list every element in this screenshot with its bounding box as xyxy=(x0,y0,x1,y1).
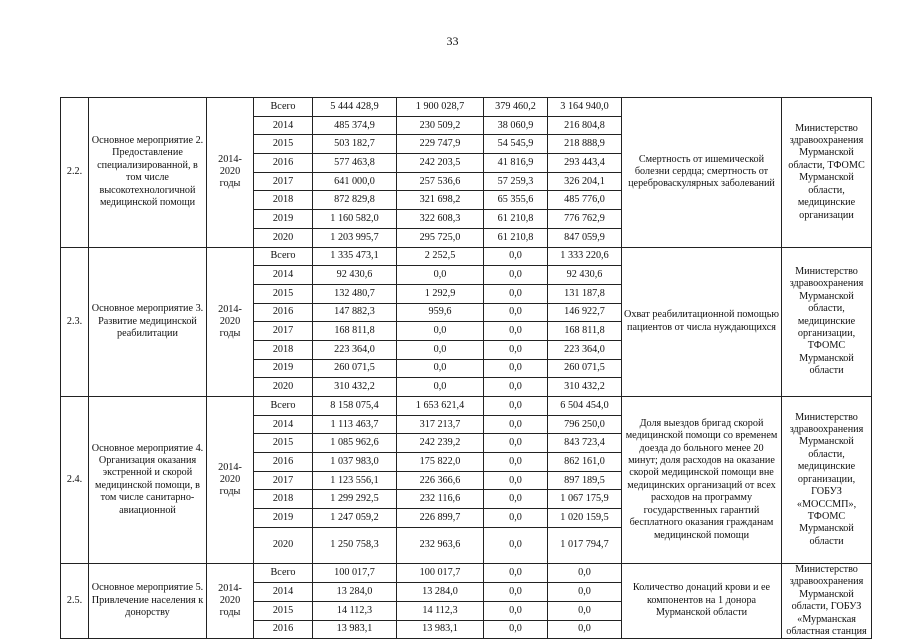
responsible-executor: Министерство здравоохранения Мурманской области, ГОБУЗ «Мурманская областная станция xyxy=(782,563,872,639)
row-year-cell: Всего xyxy=(254,98,313,117)
total-cell: 1 299 292,5 xyxy=(313,490,397,509)
regional-budget-cell: 229 747,9 xyxy=(397,135,484,154)
regional-budget-cell: 257 536,6 xyxy=(397,172,484,191)
table-row xyxy=(61,563,872,582)
regional-budget-cell: 226 899,7 xyxy=(397,509,484,528)
period: 2014-2020 годы xyxy=(207,397,254,564)
federal-budget-cell: 0,0 xyxy=(484,340,548,359)
federal-budget-cell: 0,0 xyxy=(484,378,548,397)
row-year-cell: 2018 xyxy=(254,490,313,509)
regional-budget-cell: 242 203,5 xyxy=(397,154,484,173)
tfoms-cell: 131 187,8 xyxy=(548,284,622,303)
total-cell: 223 364,0 xyxy=(313,340,397,359)
program-measures-table xyxy=(60,97,872,639)
total-cell: 1 203 995,7 xyxy=(313,228,397,247)
federal-budget-cell: 0,0 xyxy=(484,563,548,582)
regional-budget-cell: 13 284,0 xyxy=(397,582,484,601)
federal-budget-cell: 0,0 xyxy=(484,415,548,434)
measure-description: Основное мероприятие 4. Организация оказания экстренной и скорой медицинской помощи, в том числе санитарно-авиационной xyxy=(89,397,207,564)
total-cell: 92 430,6 xyxy=(313,266,397,285)
tfoms-cell: 1 333 220,6 xyxy=(548,247,622,266)
total-cell: 1 247 059,2 xyxy=(313,509,397,528)
tfoms-cell: 1 017 794,7 xyxy=(548,527,622,563)
row-year-cell: 2018 xyxy=(254,191,313,210)
row-year-cell: 2016 xyxy=(254,620,313,639)
federal-budget-cell: 379 460,2 xyxy=(484,98,548,117)
responsible-executor: Министерство здравоохранения Мурманской области, медицинские организации, ТФОМС Мурманской области xyxy=(782,247,872,397)
regional-budget-cell: 0,0 xyxy=(397,378,484,397)
regional-budget-cell: 322 608,3 xyxy=(397,210,484,229)
row-year-cell: Всего xyxy=(254,563,313,582)
tfoms-cell: 485 776,0 xyxy=(548,191,622,210)
federal-budget-cell: 61 210,8 xyxy=(484,228,548,247)
target-indicator: Доля выездов бригад скорой медицинской помощи со временем доезда до больного менее 20 минут; доля расходов на оказание скорой медицинской помощи вне медицинских организаций от всех расходов на программу государственных гарантий бесплатного оказания гражданам медицинской помощи xyxy=(622,397,782,564)
total-cell: 485 374,9 xyxy=(313,116,397,135)
federal-budget-cell: 0,0 xyxy=(484,601,548,620)
row-year-cell: 2014 xyxy=(254,582,313,601)
row-year-cell: 2018 xyxy=(254,340,313,359)
regional-budget-cell: 13 983,1 xyxy=(397,620,484,639)
regional-budget-cell: 226 366,6 xyxy=(397,471,484,490)
target-indicator: Смертность от ишемической болезни сердца; смертность от цереброваскулярных заболеваний xyxy=(622,98,782,248)
regional-budget-cell: 232 963,6 xyxy=(397,527,484,563)
federal-budget-cell: 41 816,9 xyxy=(484,154,548,173)
total-cell: 1 123 556,1 xyxy=(313,471,397,490)
total-cell: 872 829,8 xyxy=(313,191,397,210)
total-cell: 577 463,8 xyxy=(313,154,397,173)
regional-budget-cell: 232 116,6 xyxy=(397,490,484,509)
measure-description: Основное мероприятие 2. Предоставление специализированной, в том числе высокотехнологичной медицинской помощи xyxy=(89,98,207,248)
total-cell: 1 085 962,6 xyxy=(313,434,397,453)
total-cell: 503 182,7 xyxy=(313,135,397,154)
regional-budget-cell: 242 239,2 xyxy=(397,434,484,453)
federal-budget-cell: 0,0 xyxy=(484,247,548,266)
total-cell: 14 112,3 xyxy=(313,601,397,620)
total-cell: 310 432,2 xyxy=(313,378,397,397)
total-cell: 1 037 983,0 xyxy=(313,453,397,472)
total-cell: 13 284,0 xyxy=(313,582,397,601)
section-number: 2.2. xyxy=(61,98,89,248)
period: 2014-2020 годы xyxy=(207,247,254,397)
period: 2014-2020 годы xyxy=(207,563,254,639)
total-cell: 132 480,7 xyxy=(313,284,397,303)
regional-budget-cell: 14 112,3 xyxy=(397,601,484,620)
row-year-cell: Всего xyxy=(254,247,313,266)
tfoms-cell: 1 067 175,9 xyxy=(548,490,622,509)
tfoms-cell: 776 762,9 xyxy=(548,210,622,229)
tfoms-cell: 843 723,4 xyxy=(548,434,622,453)
tfoms-cell: 1 020 159,5 xyxy=(548,509,622,528)
regional-budget-cell: 1 653 621,4 xyxy=(397,397,484,416)
regional-budget-cell: 0,0 xyxy=(397,359,484,378)
federal-budget-cell: 0,0 xyxy=(484,453,548,472)
row-year-cell: 2020 xyxy=(254,378,313,397)
tfoms-cell: 0,0 xyxy=(548,563,622,582)
total-cell: 147 882,3 xyxy=(313,303,397,322)
responsible-executor: Министерство здравоохранения Мурманской области, медицинские организации, ГОБУЗ «МОССМП», ТФОМС Мурманской области xyxy=(782,397,872,564)
tfoms-cell: 310 432,2 xyxy=(548,378,622,397)
federal-budget-cell: 0,0 xyxy=(484,322,548,341)
row-year-cell: 2015 xyxy=(254,434,313,453)
tfoms-cell: 223 364,0 xyxy=(548,340,622,359)
row-year-cell: 2015 xyxy=(254,601,313,620)
responsible-executor: Министерство здравоохранения Мурманской области, ТФОМС Мурманской области, медицинские организации xyxy=(782,98,872,248)
target-indicator: Охват реабилитационной помощью пациентов от числа нуждающихся xyxy=(622,247,782,397)
tfoms-cell: 293 443,4 xyxy=(548,154,622,173)
federal-budget-cell: 65 355,6 xyxy=(484,191,548,210)
regional-budget-cell: 0,0 xyxy=(397,266,484,285)
total-cell: 5 444 428,9 xyxy=(313,98,397,117)
federal-budget-cell: 0,0 xyxy=(484,471,548,490)
tfoms-cell: 3 164 940,0 xyxy=(548,98,622,117)
row-year-cell: 2020 xyxy=(254,228,313,247)
row-year-cell: 2017 xyxy=(254,471,313,490)
row-year-cell: 2019 xyxy=(254,359,313,378)
table-row xyxy=(61,247,872,266)
federal-budget-cell: 0,0 xyxy=(484,397,548,416)
tfoms-cell: 260 071,5 xyxy=(548,359,622,378)
row-year-cell: 2016 xyxy=(254,453,313,472)
row-year-cell: 2020 xyxy=(254,527,313,563)
row-year-cell: 2016 xyxy=(254,154,313,173)
tfoms-cell: 326 204,1 xyxy=(548,172,622,191)
regional-budget-cell: 0,0 xyxy=(397,340,484,359)
tfoms-cell: 847 059,9 xyxy=(548,228,622,247)
tfoms-cell: 218 888,9 xyxy=(548,135,622,154)
row-year-cell: 2017 xyxy=(254,322,313,341)
row-year-cell: 2019 xyxy=(254,509,313,528)
regional-budget-cell: 959,6 xyxy=(397,303,484,322)
regional-budget-cell: 175 822,0 xyxy=(397,453,484,472)
table-row xyxy=(61,98,872,117)
federal-budget-cell: 57 259,3 xyxy=(484,172,548,191)
period: 2014-2020 годы xyxy=(207,98,254,248)
section-number: 2.5. xyxy=(61,563,89,639)
regional-budget-cell: 1 900 028,7 xyxy=(397,98,484,117)
tfoms-cell: 168 811,8 xyxy=(548,322,622,341)
total-cell: 1 335 473,1 xyxy=(313,247,397,266)
row-year-cell: 2015 xyxy=(254,284,313,303)
tfoms-cell: 0,0 xyxy=(548,601,622,620)
regional-budget-cell: 230 509,2 xyxy=(397,116,484,135)
tfoms-cell: 216 804,8 xyxy=(548,116,622,135)
tfoms-cell: 6 504 454,0 xyxy=(548,397,622,416)
federal-budget-cell: 0,0 xyxy=(484,509,548,528)
row-year-cell: 2015 xyxy=(254,135,313,154)
federal-budget-cell: 0,0 xyxy=(484,359,548,378)
total-cell: 641 000,0 xyxy=(313,172,397,191)
tfoms-cell: 897 189,5 xyxy=(548,471,622,490)
total-cell: 100 017,7 xyxy=(313,563,397,582)
target-indicator: Количество донаций крови и ее компонентов на 1 донора Мурманской области xyxy=(622,563,782,639)
tfoms-cell: 796 250,0 xyxy=(548,415,622,434)
measure-description: Основное мероприятие 3. Развитие медицинской реабилитации xyxy=(89,247,207,397)
regional-budget-cell: 0,0 xyxy=(397,322,484,341)
federal-budget-cell: 38 060,9 xyxy=(484,116,548,135)
regional-budget-cell: 317 213,7 xyxy=(397,415,484,434)
regional-budget-cell: 2 252,5 xyxy=(397,247,484,266)
row-year-cell: 2014 xyxy=(254,116,313,135)
regional-budget-cell: 321 698,2 xyxy=(397,191,484,210)
federal-budget-cell: 0,0 xyxy=(484,284,548,303)
federal-budget-cell: 0,0 xyxy=(484,620,548,639)
row-year-cell: 2016 xyxy=(254,303,313,322)
regional-budget-cell: 295 725,0 xyxy=(397,228,484,247)
total-cell: 1 113 463,7 xyxy=(313,415,397,434)
federal-budget-cell: 54 545,9 xyxy=(484,135,548,154)
federal-budget-cell: 0,0 xyxy=(484,266,548,285)
tfoms-cell: 862 161,0 xyxy=(548,453,622,472)
total-cell: 260 071,5 xyxy=(313,359,397,378)
tfoms-cell: 146 922,7 xyxy=(548,303,622,322)
section-number: 2.3. xyxy=(61,247,89,397)
regional-budget-cell: 1 292,9 xyxy=(397,284,484,303)
page-number: 33 xyxy=(446,34,459,48)
table-row xyxy=(61,397,872,416)
total-cell: 1 250 758,3 xyxy=(313,527,397,563)
section-number: 2.4. xyxy=(61,397,89,564)
federal-budget-cell: 0,0 xyxy=(484,527,548,563)
total-cell: 13 983,1 xyxy=(313,620,397,639)
tfoms-cell: 92 430,6 xyxy=(548,266,622,285)
tfoms-cell: 0,0 xyxy=(548,620,622,639)
federal-budget-cell: 61 210,8 xyxy=(484,210,548,229)
federal-budget-cell: 0,0 xyxy=(484,490,548,509)
total-cell: 1 160 582,0 xyxy=(313,210,397,229)
federal-budget-cell: 0,0 xyxy=(484,303,548,322)
federal-budget-cell: 0,0 xyxy=(484,582,548,601)
tfoms-cell: 0,0 xyxy=(548,582,622,601)
regional-budget-cell: 100 017,7 xyxy=(397,563,484,582)
row-year-cell: 2014 xyxy=(254,415,313,434)
row-year-cell: 2017 xyxy=(254,172,313,191)
measure-description: Основное мероприятие 5. Привлечение населения к донорству xyxy=(89,563,207,639)
row-year-cell: 2019 xyxy=(254,210,313,229)
total-cell: 168 811,8 xyxy=(313,322,397,341)
row-year-cell: 2014 xyxy=(254,266,313,285)
total-cell: 8 158 075,4 xyxy=(313,397,397,416)
federal-budget-cell: 0,0 xyxy=(484,434,548,453)
row-year-cell: Всего xyxy=(254,397,313,416)
